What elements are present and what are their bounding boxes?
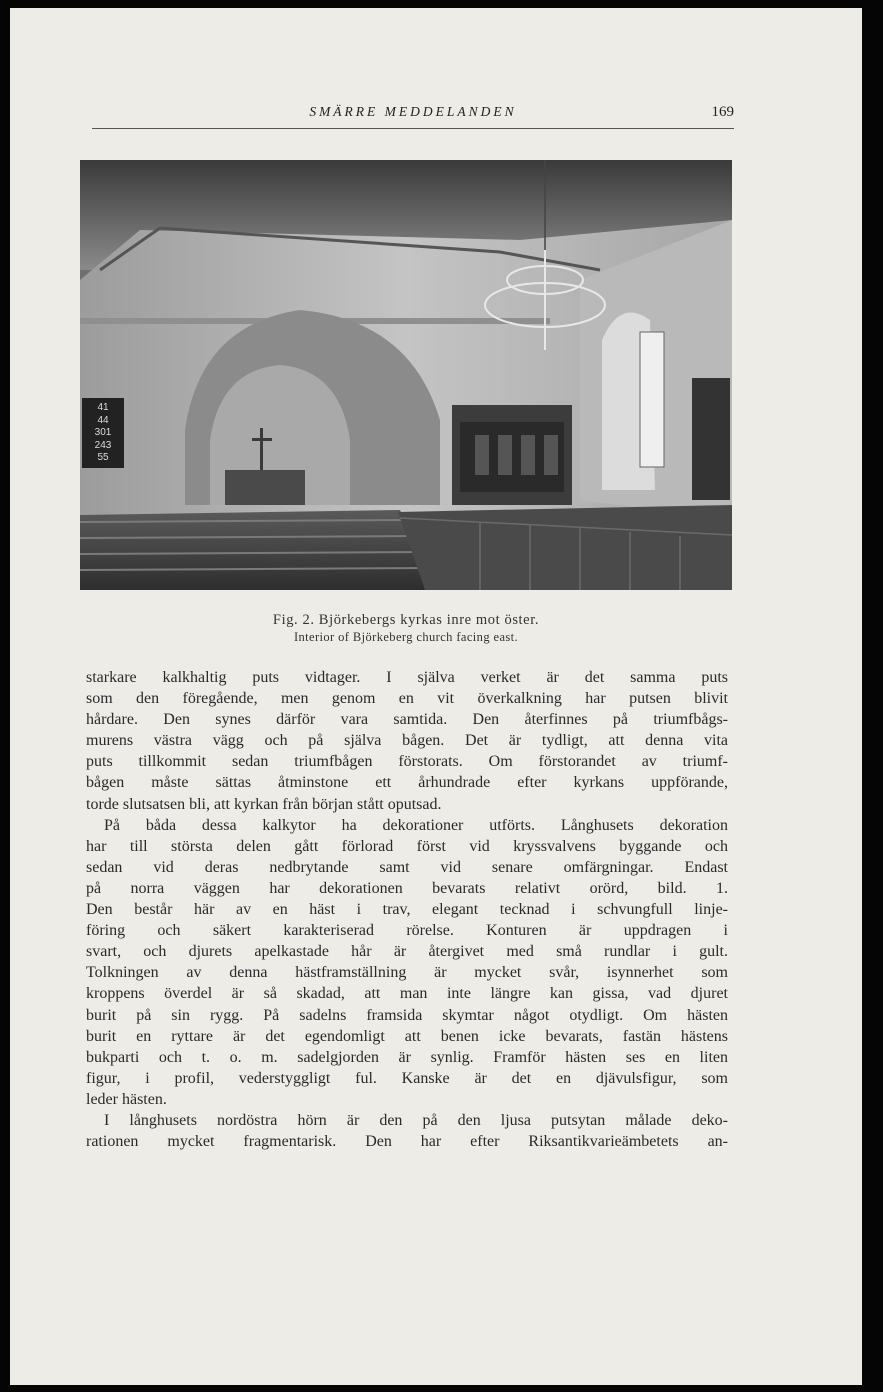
hymn-number: 243 bbox=[94, 439, 112, 451]
text-line: rationen mycket fragmentarisk. Den har efter Riksantikvarieämbetets an- bbox=[86, 1133, 728, 1151]
text-line: murens västra vägg och på själva bågen. Det är tydligt, att denna vita bbox=[86, 732, 728, 750]
hymn-board bbox=[84, 402, 122, 465]
text-line: Tolkningen av denna hästframställning är mycket svår, isynnerhet som bbox=[86, 964, 728, 982]
text-line: sedan vid deras nedbrytande samt vid senare omfärgningar. Endast bbox=[86, 858, 728, 876]
text-line: svart, och djurets apelkastade hår är återgivet med små rundlar i gult. bbox=[86, 943, 728, 961]
page-number: 169 bbox=[711, 104, 734, 120]
hymn-number: 44 bbox=[97, 414, 109, 426]
running-head bbox=[92, 98, 734, 129]
figure-caption-english: Interior of Björkeberg church facing east. bbox=[293, 630, 519, 644]
hymn-number: 55 bbox=[97, 452, 109, 463]
figure-caption-swedish: Fig. 2. Björkebergs kyrkas inre mot öster. bbox=[272, 612, 540, 628]
church-interior-photo bbox=[80, 160, 732, 590]
text-line: bukparti och t. o. m. sadelgjorden är synlig. Framför hästen ses en liten bbox=[86, 1048, 728, 1066]
text-line: figur, i profil, vederstyggligt ful. Kanske är det en djävulsfigur, som bbox=[86, 1069, 728, 1087]
text-line: starkare kalkhaltig puts vidtager. I själva verket är det samma puts bbox=[86, 669, 728, 686]
hymn-number: 41 bbox=[97, 402, 109, 413]
text-line: hårdare. Den synes därför vara samtida. Den återfinnes på triumfbågs- bbox=[86, 711, 728, 729]
text-line: Den består här av en häst i trav, elegant tecknad i schvungfull linje- bbox=[86, 901, 728, 919]
text-line: puts tillkommit sedan triumfbågen förstorats. Om förstorandet av triumf- bbox=[86, 753, 728, 771]
text-line: bågen måste sättas åtminstone ett århundrade efter kyrkans uppförande, bbox=[86, 774, 728, 792]
hymn-number: 301 bbox=[94, 427, 112, 438]
text-line: kroppens överdel är så skadad, att man inte längre kan gissa, vad djuret bbox=[86, 985, 728, 1003]
text-line: har till största delen gått förlorad först vid kryssvalvens byggande och bbox=[86, 837, 728, 855]
text-line: föring och säkert karakteriserad rörelse. Konturen är uppdragen i bbox=[86, 922, 728, 940]
text-line: torde slutsatsen bli, att kyrkan från början stått oputsad. bbox=[86, 795, 442, 813]
text-line: på norra väggen har dekorationen bevarats relativt orörd, bild. 1. bbox=[86, 879, 728, 897]
text-line: burit en ryttare är det egendomligt att benen icke bevarats, fastän hästens bbox=[86, 1027, 728, 1045]
text-line: burit på sin rygg. På sadelns framsida skymtar något otydligt. Om hästen bbox=[86, 1006, 728, 1024]
text-line: På båda dessa kalkytor ha dekorationer utförts. Långhusets dekoration bbox=[104, 816, 728, 834]
text-line: som den föregående, men genom en vit överkalkning har putsen blivit bbox=[86, 690, 728, 708]
text-line: leder hästen. bbox=[86, 1090, 167, 1108]
text-line: I långhusets nordöstra hörn är den på den ljusa putsytan målade deko- bbox=[104, 1111, 728, 1129]
running-title: SMÄRRE MEDDELANDEN bbox=[309, 104, 517, 119]
body-text bbox=[86, 667, 728, 1152]
